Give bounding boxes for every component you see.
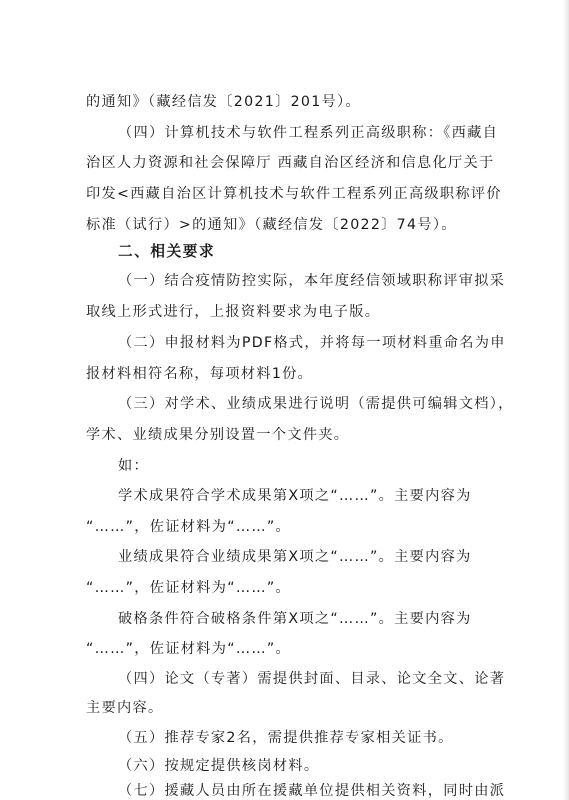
section-item-4: （四）计算机技术与软件工程系列正高级职称：《西藏自 <box>118 125 499 141</box>
requirement-item-1: （一）结合疫情防控实际，本年度经信领域职称评审拟采 <box>118 273 506 289</box>
text-line: 标准（试行）>的通知》（藏经信发〔2022〕74号）。 <box>86 217 457 233</box>
requirement-item-3: （三）对学术、业绩成果进行说明（需提供可编辑文档）， <box>118 396 514 412</box>
example-line: “……”，佐证材料为“……”。 <box>86 580 291 596</box>
text-line: 的通知》（藏经信发〔2021〕201号）。 <box>86 94 361 110</box>
requirement-item-2: （二）申报材料为PDF格式，并将每一项材料重命名为申 <box>118 335 506 351</box>
text-line: 印发<西藏自治区计算机技术与软件工程系列正高级职称评价 <box>86 186 502 202</box>
example-line: 学术成果符合学术成果第X项之“……”。主要内容为 <box>118 488 472 504</box>
text-line: 主要内容。 <box>86 700 164 716</box>
requirement-item-7: （七）援藏人员由所在援藏单位提供相关资料，同时由派 <box>118 783 506 799</box>
example-line: 破格条件符合破格条件第X项之“……”。主要内容为 <box>118 611 472 627</box>
section-heading: 二、相关要求 <box>118 243 216 260</box>
text-line: 报材料相符名称，每项材料1份。 <box>86 366 314 382</box>
example-line: “……”，佐证材料为“……”。 <box>86 519 291 535</box>
text-line: 取线上形式进行，上报资料要求为电子版。 <box>86 304 381 320</box>
requirement-item-6: （六）按规定提供核岗材料。 <box>118 758 320 774</box>
requirement-item-5: （五）推荐专家2名，需提供推荐专家相关证书。 <box>118 730 454 746</box>
example-line: “……”，佐证材料为“……”。 <box>86 641 291 657</box>
requirement-item-4: （四）论文（专著）需提供封面、目录、论文全文、论著 <box>118 671 506 687</box>
page-edge-shadow <box>563 0 569 800</box>
text-line: 治区人力资源和社会保障厅 西藏自治区经济和信息化厅关于 <box>86 155 495 171</box>
example-label: 如： <box>118 458 149 474</box>
example-line: 业绩成果符合业绩成果第X项之“……”。主要内容为 <box>118 549 472 565</box>
text-line: 学术、业绩成果分别设置一个文件夹。 <box>86 427 350 443</box>
